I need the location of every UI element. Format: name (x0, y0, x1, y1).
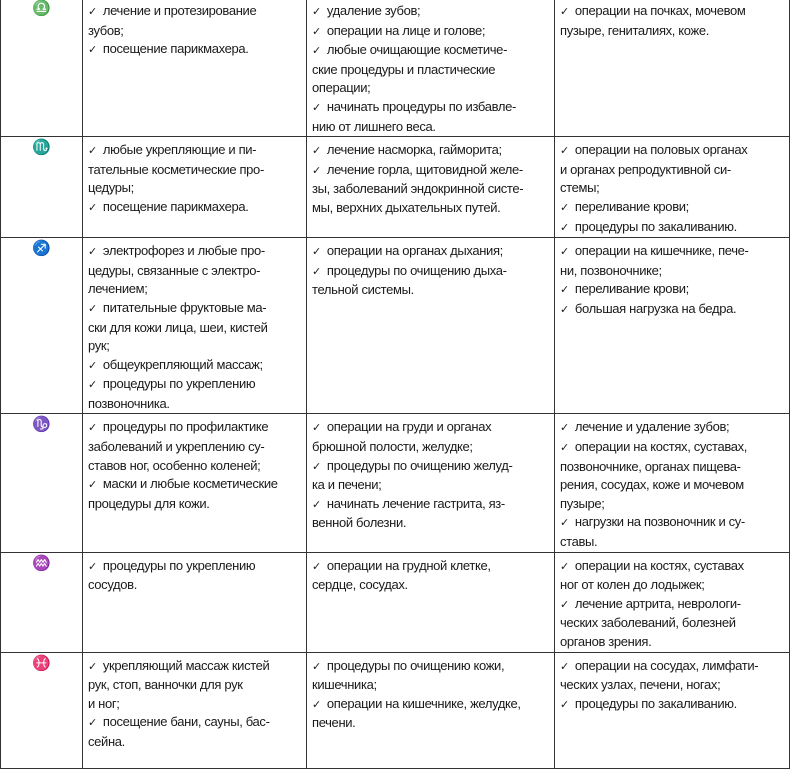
list-item (312, 141, 549, 161)
item-text: операции на костях, суставах, позвоночнике, органах пищева- рения, сосудах, коже и мочевом пузыре; (560, 439, 748, 511)
cell-c2 (307, 0, 555, 137)
checkmark-icon: ✓ (560, 303, 569, 316)
checkmark-icon: ✓ (560, 221, 569, 234)
checkmark-icon: ✓ (88, 302, 97, 315)
item-text: операции на почках, мочевом пузыре, гениталиях, коже. (560, 3, 746, 38)
list-item (312, 557, 549, 595)
scorpio-sign-icon: ♏ (1, 137, 83, 238)
table-row-pisces (1, 652, 790, 768)
item-text: лечение артрита, неврологи- ческих заболеваний, болезней органов зрения. (560, 595, 741, 649)
checkmark-icon: ✓ (560, 422, 569, 435)
cell-c1 (83, 238, 307, 414)
list-item (88, 2, 301, 40)
item-text: процедуры по профилактике заболеваний и укреплению су- ставов ног, особенно коленей; (88, 419, 269, 473)
checkmark-icon: ✓ (312, 460, 321, 473)
checkmark-icon: ✓ (312, 498, 321, 511)
cell-c3 (555, 0, 790, 137)
item-text: операции на груди и органах брюшной полости, желудке; (312, 419, 492, 455)
item-text: операции на грудной клетке, сердце, сосудах. (312, 557, 491, 593)
item-text: процедуры по очищению кожи, кишечника; (312, 657, 505, 693)
item-text: электрофорез и любые про- цедуры, связанные с электро- лечением; (88, 243, 265, 297)
item-text: общеукрепляющий массаж; (102, 356, 263, 372)
checkmark-icon: ✓ (312, 145, 321, 158)
item-text: посещение парикмахера. (102, 198, 249, 214)
list-item (312, 418, 549, 456)
cell-c2 (307, 652, 555, 768)
item-text: процедуры по укреплению позвоночника. (88, 376, 256, 411)
item-text: укрепляющий массаж кистей рук, стоп, ванночки для рук и ног; (88, 657, 270, 711)
item-text: операции на костях, суставах ног от колен до лодыжек; (560, 557, 744, 593)
libra-sign-icon: ♎ (1, 0, 83, 137)
checkmark-icon: ✓ (88, 660, 97, 673)
checkmark-icon: ✓ (560, 560, 569, 573)
item-text: любые укрепляющие и пи- тательные косметические про- цедуры; (88, 142, 264, 196)
list-item (88, 299, 301, 356)
list-item (88, 141, 301, 198)
item-text: лечение горла, щитовидной желе- зы, заболеваний эндокринной систе- мы, верхних дыхательных путей. (312, 161, 524, 215)
list-item (88, 356, 301, 376)
list-item (88, 657, 301, 714)
item-text: переливание крови; (574, 281, 689, 297)
table-row-aquarius (1, 552, 790, 652)
list-item (560, 300, 784, 320)
checkmark-icon: ✓ (312, 422, 321, 435)
item-text: операции на кишечнике, желудке, печени. (312, 695, 521, 731)
checkmark-icon: ✓ (88, 6, 97, 18)
cell-c2 (307, 414, 555, 552)
list-item (560, 242, 784, 280)
item-text: маски и любые косметические процедуры для кожи. (88, 476, 278, 511)
table-row-sagittarius (1, 238, 790, 414)
checkmark-icon: ✓ (312, 660, 321, 673)
item-text: большая нагрузка на бедра. (574, 300, 737, 316)
list-item (88, 198, 301, 218)
list-item (312, 2, 549, 22)
item-text: процедуры по закаливанию. (574, 218, 737, 234)
list-item (88, 713, 301, 751)
checkmark-icon: ✓ (560, 6, 569, 18)
checkmark-icon: ✓ (88, 145, 97, 158)
item-text: операции на лице и голове; (326, 22, 486, 38)
cell-c1 (83, 652, 307, 768)
item-text: процедуры по закаливанию. (574, 695, 737, 711)
checkmark-icon: ✓ (88, 560, 97, 573)
checkmark-icon: ✓ (560, 698, 569, 711)
list-item (312, 161, 549, 218)
item-text: операции на кишечнике, пече- ни, позвоночнике; (560, 243, 749, 278)
checkmark-icon: ✓ (88, 246, 97, 259)
item-text: посещение парикмахера. (102, 41, 249, 57)
checkmark-icon: ✓ (560, 517, 569, 530)
cell-c3 (555, 238, 790, 414)
item-text: нагрузки на позвоночник и су- ставы. (560, 514, 745, 550)
list-item (88, 242, 301, 299)
cell-c1 (83, 414, 307, 552)
list-item (560, 513, 784, 551)
item-text: лечение насморка, гайморита; (326, 142, 502, 158)
checkmark-icon: ✓ (560, 246, 569, 259)
table-row-scorpio (1, 137, 790, 238)
list-item (560, 280, 784, 300)
item-text: процедуры по укреплению сосудов. (88, 557, 256, 593)
list-item (312, 98, 549, 136)
checkmark-icon: ✓ (312, 164, 321, 177)
table-row-capricorn (1, 414, 790, 552)
cell-c1 (83, 552, 307, 652)
checkmark-icon: ✓ (312, 25, 321, 38)
item-text: операции на сосудах, лимфати- ческих узлах, печени, ногах; (560, 657, 759, 693)
list-item (88, 475, 301, 513)
list-item (88, 418, 301, 475)
cell-c3 (555, 414, 790, 552)
cell-c3 (555, 137, 790, 238)
list-item (560, 595, 784, 652)
checkmark-icon: ✓ (312, 265, 321, 278)
checkmark-icon: ✓ (88, 479, 97, 492)
item-text: лечение и протезирование зубов; (88, 3, 257, 38)
checkmark-icon: ✓ (88, 717, 97, 730)
list-item (312, 262, 549, 300)
list-item (312, 457, 549, 495)
list-item (560, 2, 784, 40)
cell-c2 (307, 238, 555, 414)
item-text: лечение и удаление зубов; (574, 419, 730, 435)
list-item (312, 41, 549, 98)
checkmark-icon: ✓ (560, 660, 569, 673)
aquarius-sign-icon: ♒ (1, 552, 83, 652)
checkmark-icon: ✓ (88, 201, 97, 214)
checkmark-icon: ✓ (560, 201, 569, 214)
checkmark-icon: ✓ (312, 698, 321, 711)
checkmark-icon: ✓ (88, 359, 97, 372)
list-item (560, 198, 784, 218)
checkmark-icon: ✓ (88, 44, 97, 57)
checkmark-icon: ✓ (312, 246, 321, 259)
cell-c2 (307, 552, 555, 652)
list-item (312, 22, 549, 42)
checkmark-icon: ✓ (88, 422, 97, 435)
cell-c3 (555, 652, 790, 768)
item-text: начинать процедуры по избавле- нию от лишнего веса. (312, 98, 516, 134)
list-item (88, 557, 301, 595)
list-item (560, 695, 784, 715)
item-text: процедуры по очищению желуд- ка и печени; (312, 457, 513, 493)
list-item (312, 495, 549, 533)
checkmark-icon: ✓ (560, 442, 569, 455)
list-item (312, 657, 549, 695)
sagittarius-sign-icon: ♐ (1, 238, 83, 414)
checkmark-icon: ✓ (88, 379, 97, 392)
item-text: посещение бани, сауны, бас- сейна. (88, 714, 270, 749)
item-text: операции на половых органах и органах репродуктивной си- стемы; (560, 142, 748, 196)
list-item (560, 557, 784, 595)
table-row-libra (1, 0, 790, 137)
list-item (560, 218, 784, 238)
checkmark-icon: ✓ (312, 6, 321, 18)
list-item (312, 695, 549, 733)
list-item (88, 40, 301, 60)
cell-c1 (83, 0, 307, 137)
cell-c2 (307, 137, 555, 238)
item-text: переливание крови; (574, 198, 689, 214)
item-text: начинать лечение гастрита, яз- венной болезни. (312, 495, 505, 531)
list-item (560, 418, 784, 438)
list-item (560, 141, 784, 198)
cell-c3 (555, 552, 790, 652)
item-text: процедуры по очищению дыха- тельной системы. (312, 262, 507, 298)
checkmark-icon: ✓ (560, 598, 569, 611)
list-item (312, 242, 549, 262)
item-text: удаление зубов; (326, 3, 421, 18)
list-item (560, 438, 784, 513)
checkmark-icon: ✓ (560, 145, 569, 158)
item-text: любые очищающие косметиче- ские процедуры и пластические операции; (312, 42, 508, 96)
item-text: питательные фруктовые ма- ски для кожи лица, шеи, кистей рук; (88, 299, 268, 354)
cell-c1 (83, 137, 307, 238)
item-text: операции на органах дыхания; (326, 243, 503, 259)
checkmark-icon: ✓ (560, 284, 569, 297)
checkmark-icon: ✓ (312, 101, 321, 114)
capricorn-sign-icon: ♑ (1, 414, 83, 552)
list-item (88, 375, 301, 413)
list-item (560, 657, 784, 695)
checkmark-icon: ✓ (312, 560, 321, 573)
checkmark-icon: ✓ (312, 45, 321, 58)
pisces-sign-icon: ♓ (1, 652, 83, 768)
